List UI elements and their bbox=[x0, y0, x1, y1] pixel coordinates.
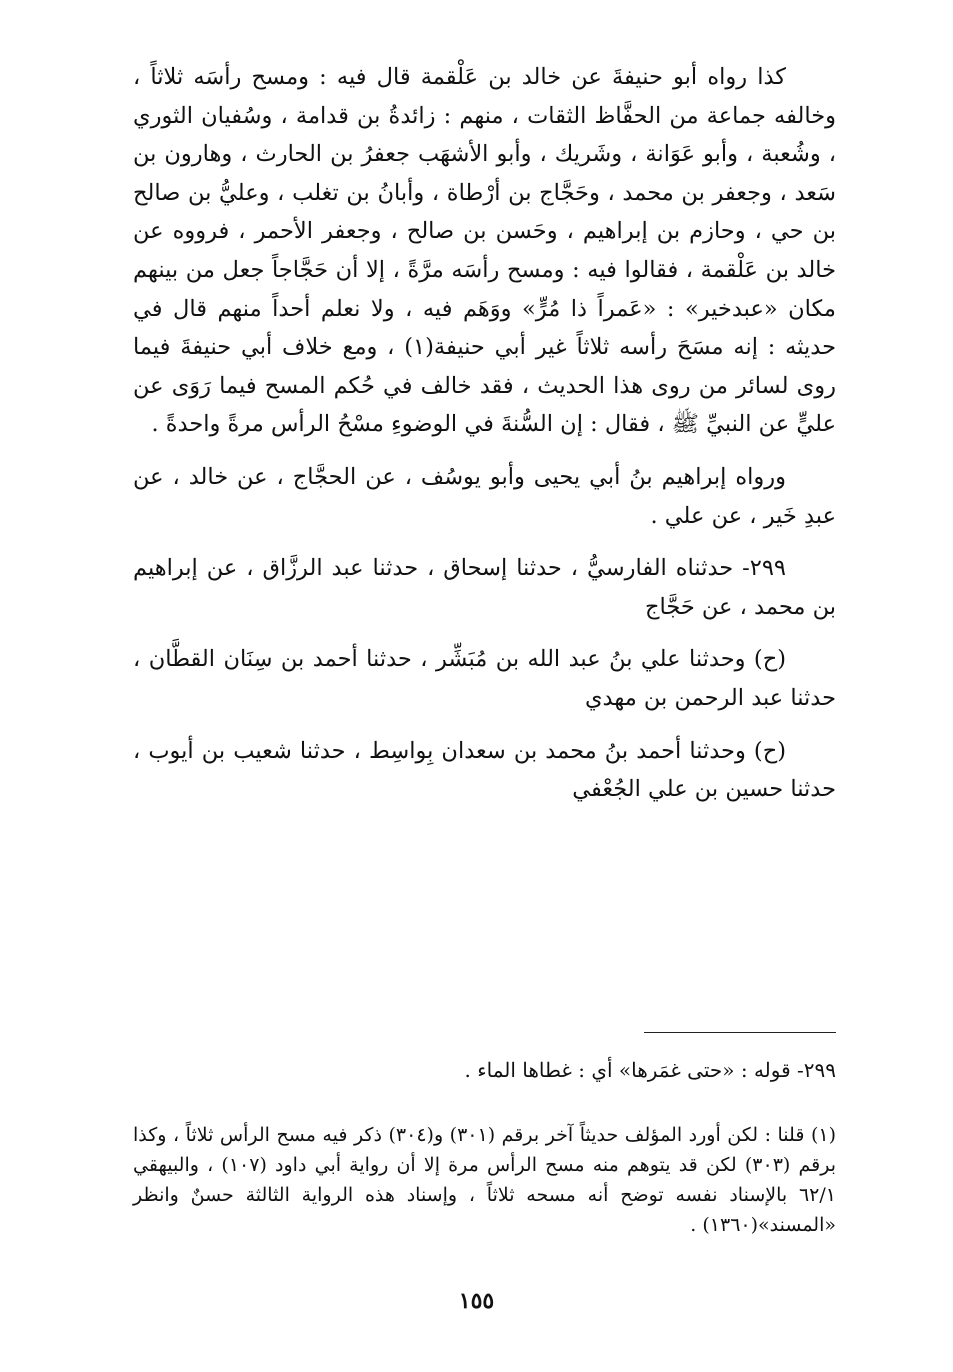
hadith-299-paragraph: ٢٩٩- حدثناه الفارسيُّ ، حدثنا إسحاق ، حدثنا عبد الرزَّاق ، عن إبراهيم بن محمد ، عن حَجَّاج bbox=[133, 555, 836, 620]
footnote-1: (١) قلنا : لكن أورد المؤلف حديثاً آخر برقم (٣٠١) و(٣٠٤) ذكر فيه مسح الرأس ثلاثاً ، وكذا برقم (٣٠٣) لكن قد يتوهم منه مسح الرأس مرة إلا أن رواية أبي داود (١٠٧) ، والبيهقي ٦٢/١ بالإسناد نفسه توضح أنه مسحه ثلاثاً ، وإسناد هذه الرواية الثالثة حسنٌ وانظر «المسند»(١٣٦٠) . bbox=[133, 1124, 836, 1236]
gloss-note bbox=[133, 1054, 838, 1086]
main-text bbox=[133, 58, 836, 823]
footnote-separator-rule bbox=[644, 1032, 836, 1033]
page-number: ١٥٥ bbox=[458, 1288, 495, 1314]
paragraph-2: ورواه إبراهيم بنُ أبي يحيى وأبو يوسُف ، عن الحجَّاج ، عن خالد ، عن عبدِ خَير ، عن علي . bbox=[133, 463, 836, 529]
footnotes bbox=[133, 1120, 836, 1240]
paragraph-5: (ح) وحدثنا أحمد بنُ محمد بن سعدان بِواسِط ، حدثنا شعيب بن أيوب ، حدثنا حسين بن علي الجُعْفي bbox=[133, 737, 836, 803]
paragraph-1: كذا رواه أبو حنيفةَ عن خالد بن عَلْقمة قال فيه : ومسح رأسَه ثلاثاً ، وخالفه جماعة من الحفَّاظ الثقات ، منهم : زائدةُ بن قدامة ، وسُفيان الثوري ، وشُعبة ، وأبو عَوَانة ، وشَريك ، وأبو الأشهَب جعفرُ بن الحارث ، وهارون بن سَعد ، وجعفر بن محمد ، وحَجَّاج بن أرْطاة ، وأبانُ بن تغلب ، وعليُّ بن صالح بن حي ، وحازم بن إبراهيم ، وحَسن بن صالح ، وجعفر الأحمر ، فرووه عن خالد بن عَلْقمة ، فقالوا فيه : ومسح رأسَه مرَّةً ، إلا أن حَجَّاجاً جعل من بينهم مكان «عبدخير» : «عَمراً ذا مُرٍّ» ووَهَم فيه ، ولا نعلم أحداً منهم قال في حديثه : إنه مسَحَ رأسه ثلاثاً غير أبي حنيفة(١) ، ومع خلاف أبي حنيفةَ فيما روى لسائر من روى هذا الحديث ، فقد خالف في حُكم المسح فيما رَوَى عن عليٍّ عن النبيِّ ﷺ ، فقال : إن السُّنةَ في الوضوءِ مسْحُ الرأس مرةً واحدةً . bbox=[133, 64, 836, 438]
gloss-note-text: ٢٩٩- قوله : «حتى غمَرها» أي : غطاها الماء . bbox=[464, 1058, 836, 1082]
paragraph-4: (ح) وحدثنا علي بنُ عبد الله بن مُبَشِّر ، حدثنا أحمد بن سِنَان القطَّان ، حدثنا عبد الرحمن بن مهدي bbox=[133, 646, 836, 711]
